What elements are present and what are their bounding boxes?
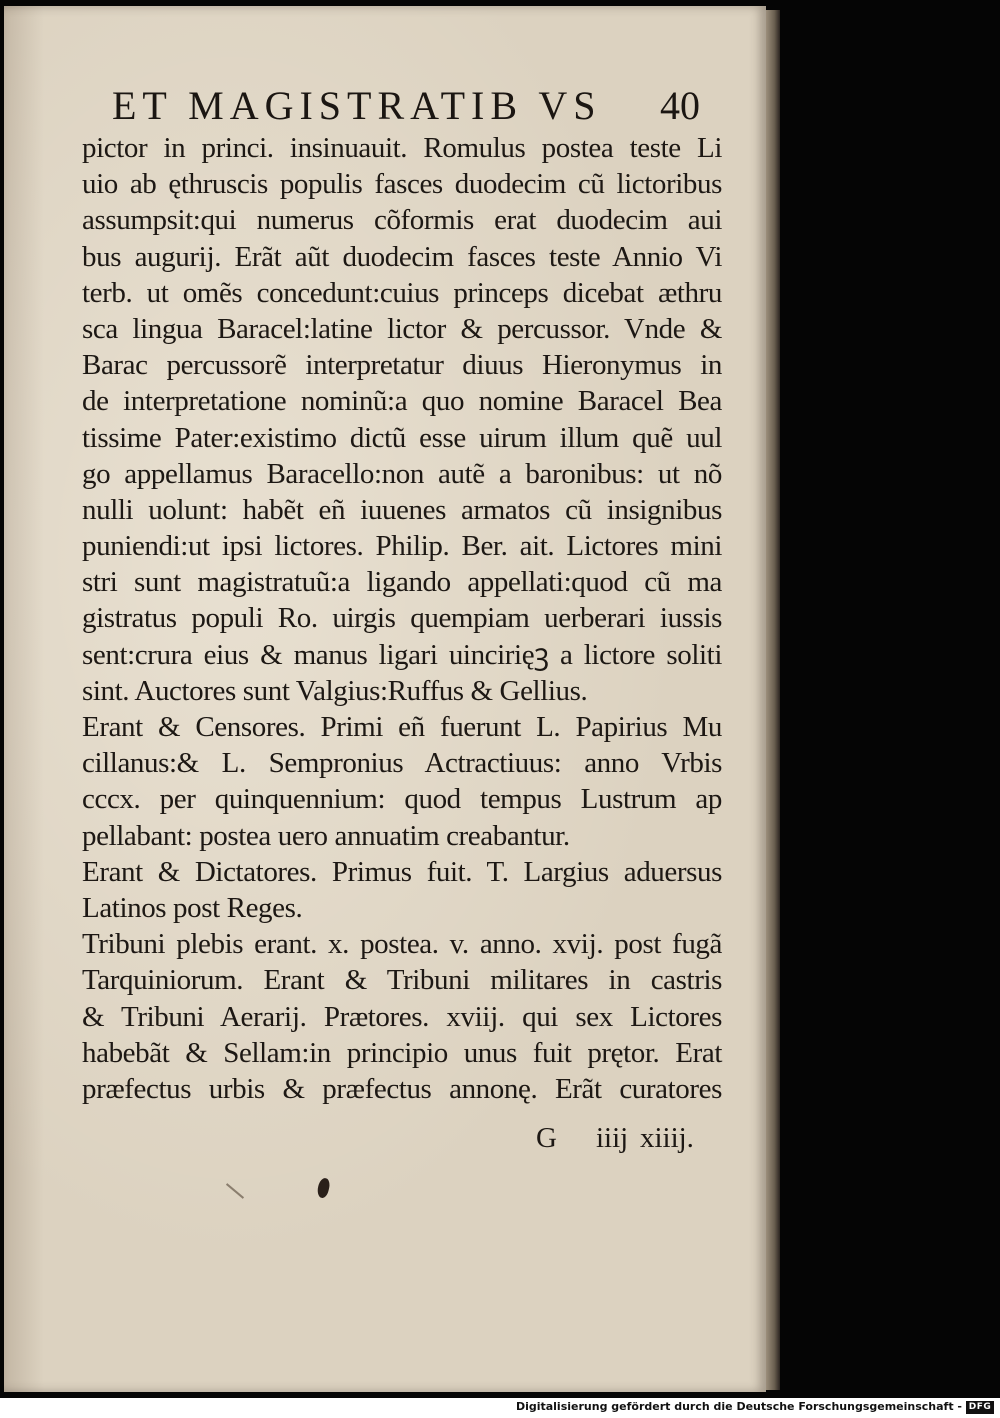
running-head-title: ET MAGISTRATIB VS xyxy=(112,83,602,128)
body-text xyxy=(82,130,722,1107)
dfg-logo: DFG xyxy=(966,1401,994,1414)
text-line: stri sunt magistratuũ:a ligando appellati:quod cũ ma xyxy=(82,566,722,599)
signature-count: xiiĳ. xyxy=(640,1122,694,1154)
text-line: præfectus urbis & præfectus annonę. Erãt curatores xyxy=(82,1072,722,1105)
text-line: pellabant: postea uero annuatim creabantur. xyxy=(82,819,570,852)
text-line: Tribuni plebis erant. x. postea. v. anno. xvĳ. post fugã xyxy=(82,928,722,961)
funding-credit: Digitalisierung gefördert durch die Deutsche Forschungsgemeinschaft - xyxy=(515,1400,962,1413)
text-line: sent:crura eius & manus ligari uincirięꝫ a lictore soliti xyxy=(82,638,722,671)
text-line: Erant & Censores. Primi eñ fuerunt L. Papirius Mu xyxy=(82,711,722,743)
text-line: de interpretatione nominũ:a quo nomine Baracel Bea xyxy=(82,385,722,418)
page-number: 40 xyxy=(660,83,700,128)
signature-letter: G xyxy=(536,1122,557,1154)
text-line: nulli uolunt: habẽt eñ iuuenes armatos cũ insignibus xyxy=(82,493,722,526)
text-line: Barac percussorẽ interpretatur diuus Hieronymus in xyxy=(82,349,722,382)
text-line: Erant & Dictatores. Primus fuit. T. Largius aduersus xyxy=(82,855,722,888)
text-line: tissime Pater:existimo dictũ esse uirum illum quẽ uul xyxy=(82,421,722,454)
text-line: cccx. per quinquennium: quod tempus Lustrum ap xyxy=(82,783,722,816)
text-line: go appellamus Baracello:non autẽ a baronibus: ut nõ xyxy=(82,457,722,490)
page-edge xyxy=(766,10,780,1390)
text-line: cillanus:& L. Sempronius Actractiuus: anno Vrbis xyxy=(82,747,722,780)
text-line: assumpsit:qui numerus cõformis erat duodecim aui xyxy=(82,204,722,237)
text-line: uio ab ęthruscis populis fasces duodecim cũ lictoribus xyxy=(82,168,722,201)
running-head xyxy=(112,80,712,130)
text-line: puniendi:ut ipsi lictores. Philip. Ber. ait. Lictores mini xyxy=(82,530,722,563)
text-line: pictor in princi. insinuauit. Romulus postea teste Li xyxy=(82,132,722,164)
text-line: & Tribuni Aerarĳ. Prætores. xviĳ. qui sex Lictores xyxy=(82,1000,722,1033)
text-line: Tarquiniorum. Erant & Tribuni militares in castris xyxy=(82,964,722,997)
text-line: sint. Auctores sunt Valgius:Ruffus & Gellius. xyxy=(82,674,588,707)
text-line: gistratus populi Ro. uirgis quempiam uerberari iussis xyxy=(82,602,722,635)
signature-sub: iiĳ xyxy=(596,1122,629,1154)
signature-mark xyxy=(536,1122,696,1158)
footer-bar xyxy=(0,1398,1000,1418)
text-line: sca lingua Baracel:latine lictor & percussor. Vnde & xyxy=(82,312,722,345)
text-line: terb. ut omẽs concedunt:cuius princeps dicebat æthru xyxy=(82,276,722,309)
text-line: Latinos post Reges. xyxy=(82,891,303,924)
text-line: bus augurĳ. Erãt aũt duodecim fasces teste Annio Vi xyxy=(82,240,722,273)
text-line: habebãt & Sellam:in principio unus fuit prętor. Erat xyxy=(82,1036,722,1069)
